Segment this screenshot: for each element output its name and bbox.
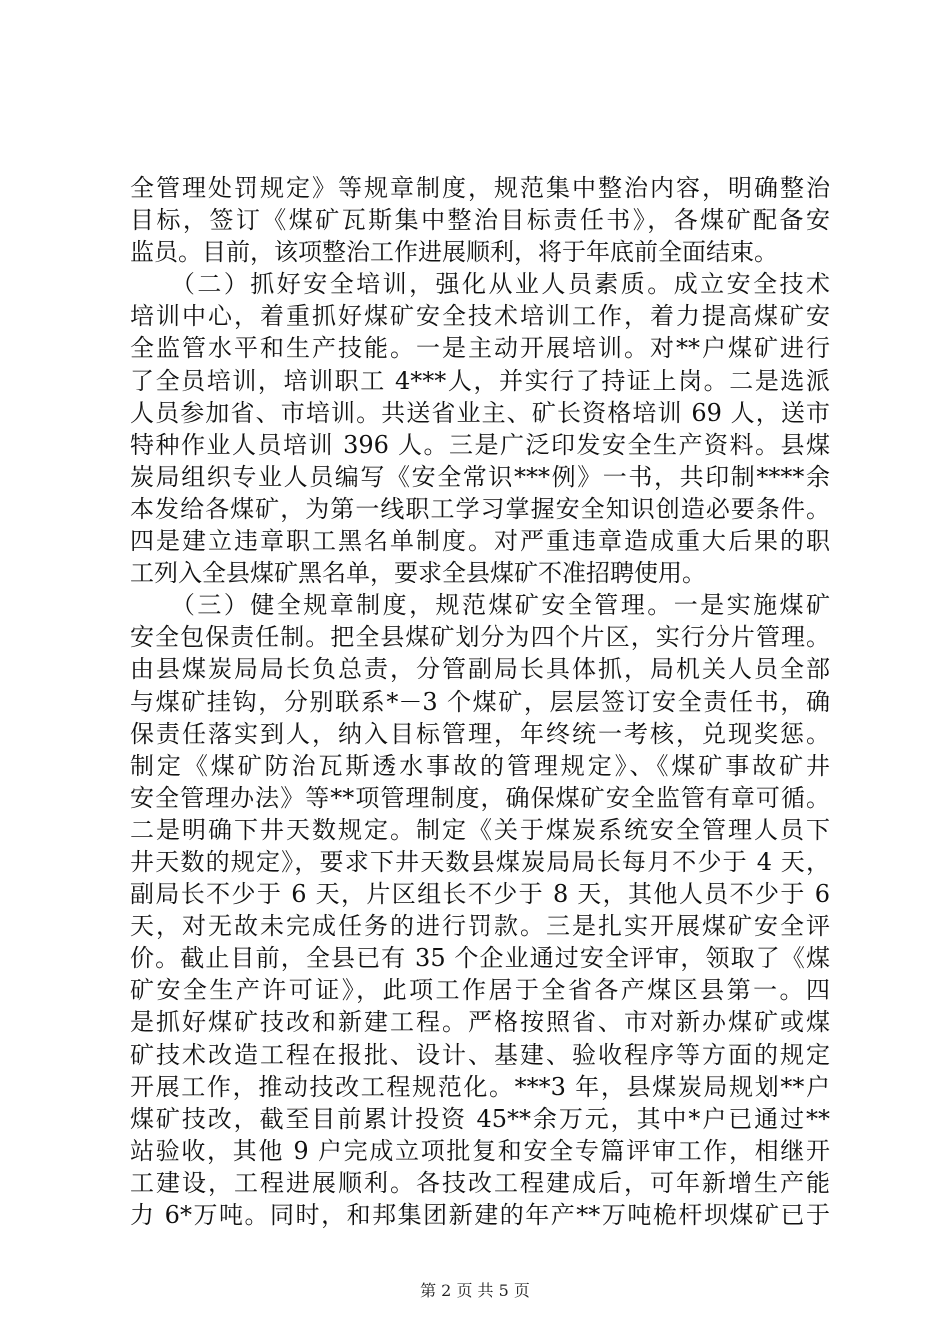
text-line: 保责任落实到人，纳入目标管理，年终统一考核，兑现奖惩。: [130, 719, 830, 748]
text-line: 价。截止目前，全县已有 35 个企业通过安全评审，领取了《煤: [130, 944, 830, 973]
text-line: 井天数的规定》，要求下井天数县煤炭局局长每月不少于 4 天，: [130, 847, 830, 876]
text-line: 目标，签订《煤矿瓦斯集中整治目标责任书》，各煤矿配备安: [130, 206, 830, 235]
text-line: 安全管理办法》等**项管理制度，确保煤矿安全监管有章可循。: [130, 783, 830, 812]
text-line: 力 6*万吨。同时，和邦集团新建的年产**万吨桅杆坝煤矿已于: [130, 1201, 830, 1229]
page-footer: 第 2 页 共 5 页: [420, 1281, 530, 1300]
text-line: 是抓好煤矿技改和新建工程。严格按照省、市对新办煤矿或煤: [130, 1008, 830, 1037]
text-line: 制定《煤矿防治瓦斯透水事故的管理规定》、《煤矿事故矿井: [130, 751, 830, 780]
text-line: 本发给各煤矿，为第一线职工学习掌握安全知识创造必要条件。: [130, 494, 830, 523]
text-line: （三）健全规章制度，规范煤矿安全管理。一是实施煤矿: [130, 591, 830, 620]
text-line: 开展工作，推动技改工程规范化。***3 年，县煤炭局规划**户: [130, 1072, 830, 1101]
text-line: 了全员培训，培训职工 4***人，并实行了持证上岗。二是选派: [130, 366, 830, 395]
text-line: 培训中心，着重抓好煤矿安全技术培训工作，着力提高煤矿安: [130, 302, 830, 331]
text-line: 二是明确下井天数规定。制定《关于煤炭系统安全管理人员下: [130, 815, 830, 844]
text-line: 矿技术改造工程在报批、设计、基建、验收程序等方面的规定: [130, 1040, 830, 1069]
text-line: 副局长不少于 6 天，片区组长不少于 8 天，其他人员不少于 6: [130, 880, 830, 909]
text-line: 全监管水平和生产技能。一是主动开展培训。对**户煤矿进行: [130, 334, 830, 363]
text-line: 由县煤炭局局长负总责，分管副局长具体抓，局机关人员全部: [130, 655, 830, 684]
text-line: 工建设，工程进展顺利。各技改工程建成后，可年新增生产能: [130, 1168, 830, 1197]
text-line: 全管理处罚规定》等规章制度，规范集中整治内容，明确整治: [130, 174, 830, 202]
text-line: （二）抓好安全培训，强化从业人员素质。成立安全技术: [130, 270, 830, 299]
text-line: 与煤矿挂钩，分别联系*－3 个煤矿，层层签订安全责任书，确: [130, 687, 830, 716]
text-line: 站验收，其他 9 户完成立项批复和安全专篇评审工作，相继开: [130, 1136, 830, 1165]
text-line: 监员。目前，该项整治工作进展顺利，将于年底前全面结束。: [130, 238, 778, 267]
text-line: 安全包保责任制。把全县煤矿划分为四个片区，实行分片管理。: [130, 623, 830, 652]
text-line: 矿安全生产许可证》，此项工作居于全省各产煤区县第一。四: [130, 976, 830, 1005]
text-line: 天，对无故未完成任务的进行罚款。三是扎实开展煤矿安全评: [130, 912, 830, 941]
body-text: [130, 172, 830, 1231]
text-line: 炭局组织专业人员编写《安全常识***例》一书，共印制****余: [130, 462, 830, 491]
text-line: 人员参加省、市培训。共送省业主、矿长资格培训 69 人，送市: [130, 398, 830, 427]
text-line: 煤矿技改，截至目前累计投资 45**余万元，其中*户已通过**: [130, 1104, 830, 1133]
text-line: 四是建立违章职工黑名单制度。对严重违章造成重大后果的职: [130, 527, 830, 556]
text-line: 特种作业人员培训 396 人。三是广泛印发安全生产资料。县煤: [130, 430, 830, 459]
text-line: 工列入全县煤矿黑名单，要求全县煤矿不准招聘使用。: [130, 559, 706, 588]
